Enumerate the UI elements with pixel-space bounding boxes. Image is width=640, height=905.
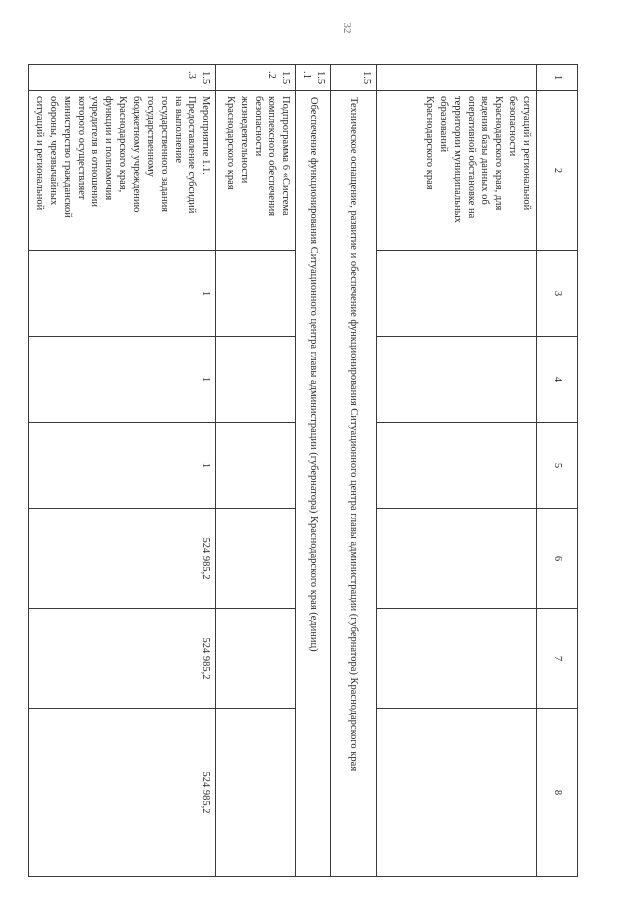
cell-col8	[216, 709, 296, 877]
row-description: ситуаций и региональной безопасности Краснодарского края, для ведения базы данных об оперативной обстановке на территории муниципальных образований Краснодарского края	[377, 91, 537, 251]
cell-col5: 1	[29, 423, 216, 509]
cell-col6	[216, 509, 296, 609]
section-row-1-5	[331, 65, 377, 877]
row-number: 1.5.3	[29, 65, 216, 91]
cell-col7: 524 985,2	[29, 609, 216, 709]
cell-col7	[216, 609, 296, 709]
section-row-1-5-1	[296, 65, 331, 877]
cell-col5	[216, 423, 296, 509]
row-description: Подпрограмма 6 «Система комплексного обеспечения безопасности жизнедеятельности Краснодарского края	[216, 91, 296, 251]
section-title: Обеспечение функционирования Ситуационного центра главы администрации (губернатора) Краснодарского края (единиц)	[296, 91, 331, 877]
table-row-continuation	[377, 65, 537, 877]
cell-col6: 524 985,2	[29, 509, 216, 609]
cell-col8	[377, 709, 537, 877]
header-cell-6: 6	[537, 509, 578, 609]
section-title: Техническое оснащение, развитие и обеспечение функционирования Ситуационного центра главы администрации (губернатора) Краснодарского края	[331, 91, 377, 877]
cell-col3: 1	[29, 251, 216, 337]
table-row-1-5-3	[29, 65, 216, 877]
row-number	[377, 65, 537, 91]
header-cell-8: 8	[537, 709, 578, 877]
cell-col7	[377, 609, 537, 709]
header-cell-5: 5	[537, 423, 578, 509]
header-cell-7: 7	[537, 609, 578, 709]
cell-col6	[377, 509, 537, 609]
cell-col4	[216, 337, 296, 423]
cell-col5	[377, 423, 537, 509]
section-number: 1.5.1	[296, 65, 331, 91]
cell-col3	[216, 251, 296, 337]
header-row	[537, 65, 578, 877]
section-number: 1.5	[331, 65, 377, 91]
indicators-table	[28, 64, 578, 877]
row-description: Мероприятие 1.1. Предоставление субсидий на выполнение государственного задания государственному бюджетному учреждению Краснодарского края, функции и полномочия учредителя в отношении которого осуществляет министерство гражданской обороны, чрезвычайных ситуаций и региональной	[29, 91, 216, 251]
cell-col3	[377, 251, 537, 337]
header-cell-2: 2	[537, 91, 578, 251]
table-row-1-5-2	[216, 65, 296, 877]
cell-col4	[377, 337, 537, 423]
cell-col8: 524 985,2	[29, 709, 216, 877]
header-cell-4: 4	[537, 337, 578, 423]
table-rotor	[33, 64, 578, 876]
cell-col4: 1	[29, 337, 216, 423]
row-number: 1.5.2	[216, 65, 296, 91]
page-number: 32	[341, 22, 353, 34]
header-cell-3: 3	[537, 251, 578, 337]
rotated-page-content	[33, 64, 578, 876]
header-cell-1: 1	[537, 65, 578, 91]
